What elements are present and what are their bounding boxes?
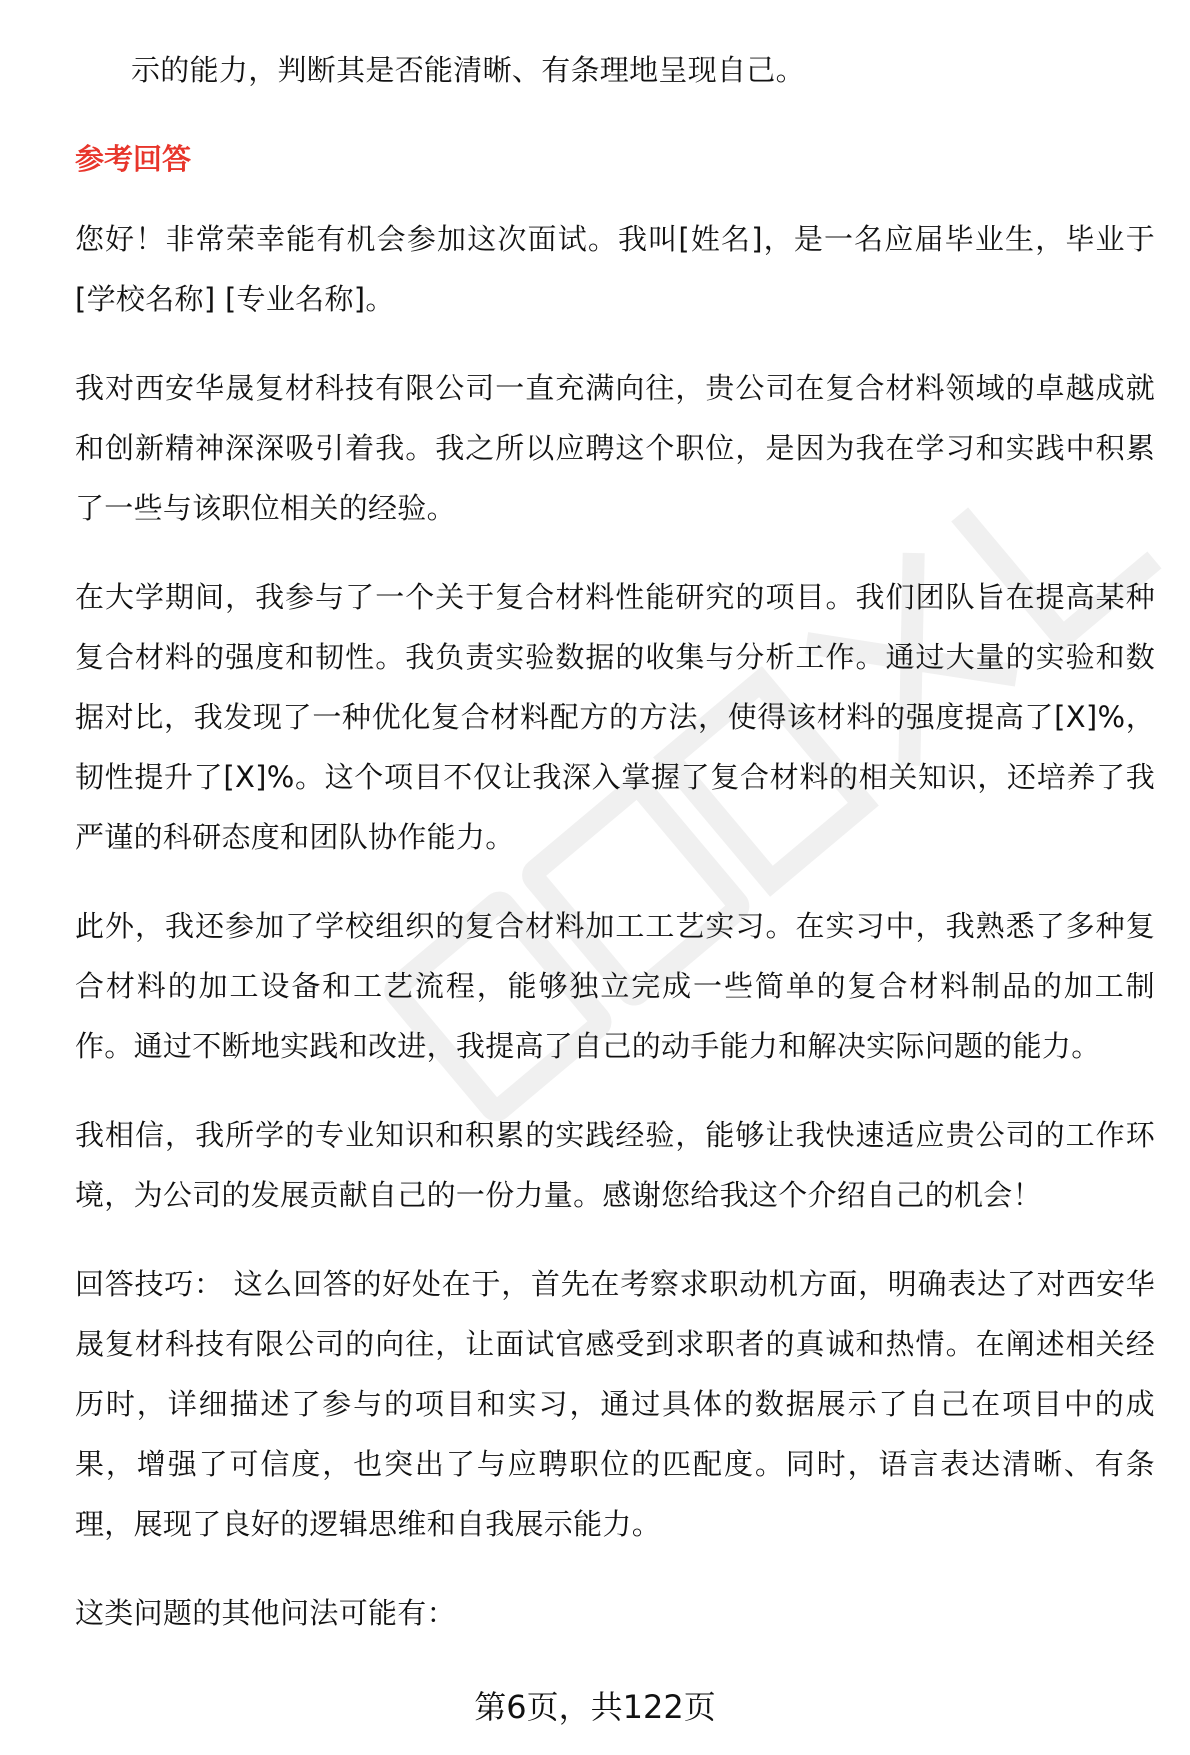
section-heading: 参考回答	[75, 142, 192, 176]
paragraph-closing: 我相信，我所学的专业知识和积累的实践经验，能够让我快速适应贵公司的工作环境，为公司的发展贡献自己的一份力量。感谢您给我这个介绍自己的机会！	[75, 1118, 1155, 1212]
paragraph-project: 在大学期间，我参与了一个关于复合材料性能研究的项目。我们团队旨在提高某种复合材料的强度和韧性。我负责实验数据的收集与分析工作。通过大量的实验和数据对比，我发现了一种优化复合材料配方的方法，使得该材料的强度提高了[X]%，韧性提升了[X]%。这个项目不仅让我深入掌握了复合材料的相关知识，还培养了我严谨的科研态度和团队协作能力。	[75, 580, 1155, 854]
paragraph-motivation: 我对西安华晟复材科技有限公司一直充满向往，贵公司在复合材料领域的卓越成就和创新精神深深吸引着我。我之所以应聘这个职位，是因为我在学习和实践中积累了一些与该职位相关的经验。	[75, 371, 1155, 525]
page-footer: 第6页，共122页	[474, 1688, 716, 1726]
paragraph-internship: 此外，我还参加了学校组织的复合材料加工工艺实习。在实习中，我熟悉了多种复合材料的加工设备和工艺流程，能够独立完成一些简单的复合材料制品的加工制作。通过不断地实践和改进，我提高了自己的动手能力和解决实际问题的能力。	[75, 909, 1155, 1063]
intro-fragment: 示的能力，判断其是否能清晰、有条理地呈现自己。	[131, 53, 805, 87]
paragraph-answer-tips: 回答技巧： 这么回答的好处在于，首先在考察求职动机方面，明确表达了对西安华晟复材科技有限公司的向往，让面试官感受到求职者的真诚和热情。在阐述相关经历时，详细描述了参与的项目和实习，通过具体的数据展示了自己在项目中的成果，增强了可信度，也突出了与应聘职位的匹配度。同时，语言表达清晰、有条理，展现了良好的逻辑思维和自我展示能力。	[75, 1267, 1155, 1541]
document-page	[75, 40, 1155, 1672]
paragraph-greeting: 您好！非常荣幸能有机会参加这次面试。我叫[姓名]，是一名应届毕业生，毕业于[学校名称] [专业名称]。	[75, 222, 1155, 316]
paragraph-other-questions: 这类问题的其他问法可能有：	[75, 1596, 456, 1630]
